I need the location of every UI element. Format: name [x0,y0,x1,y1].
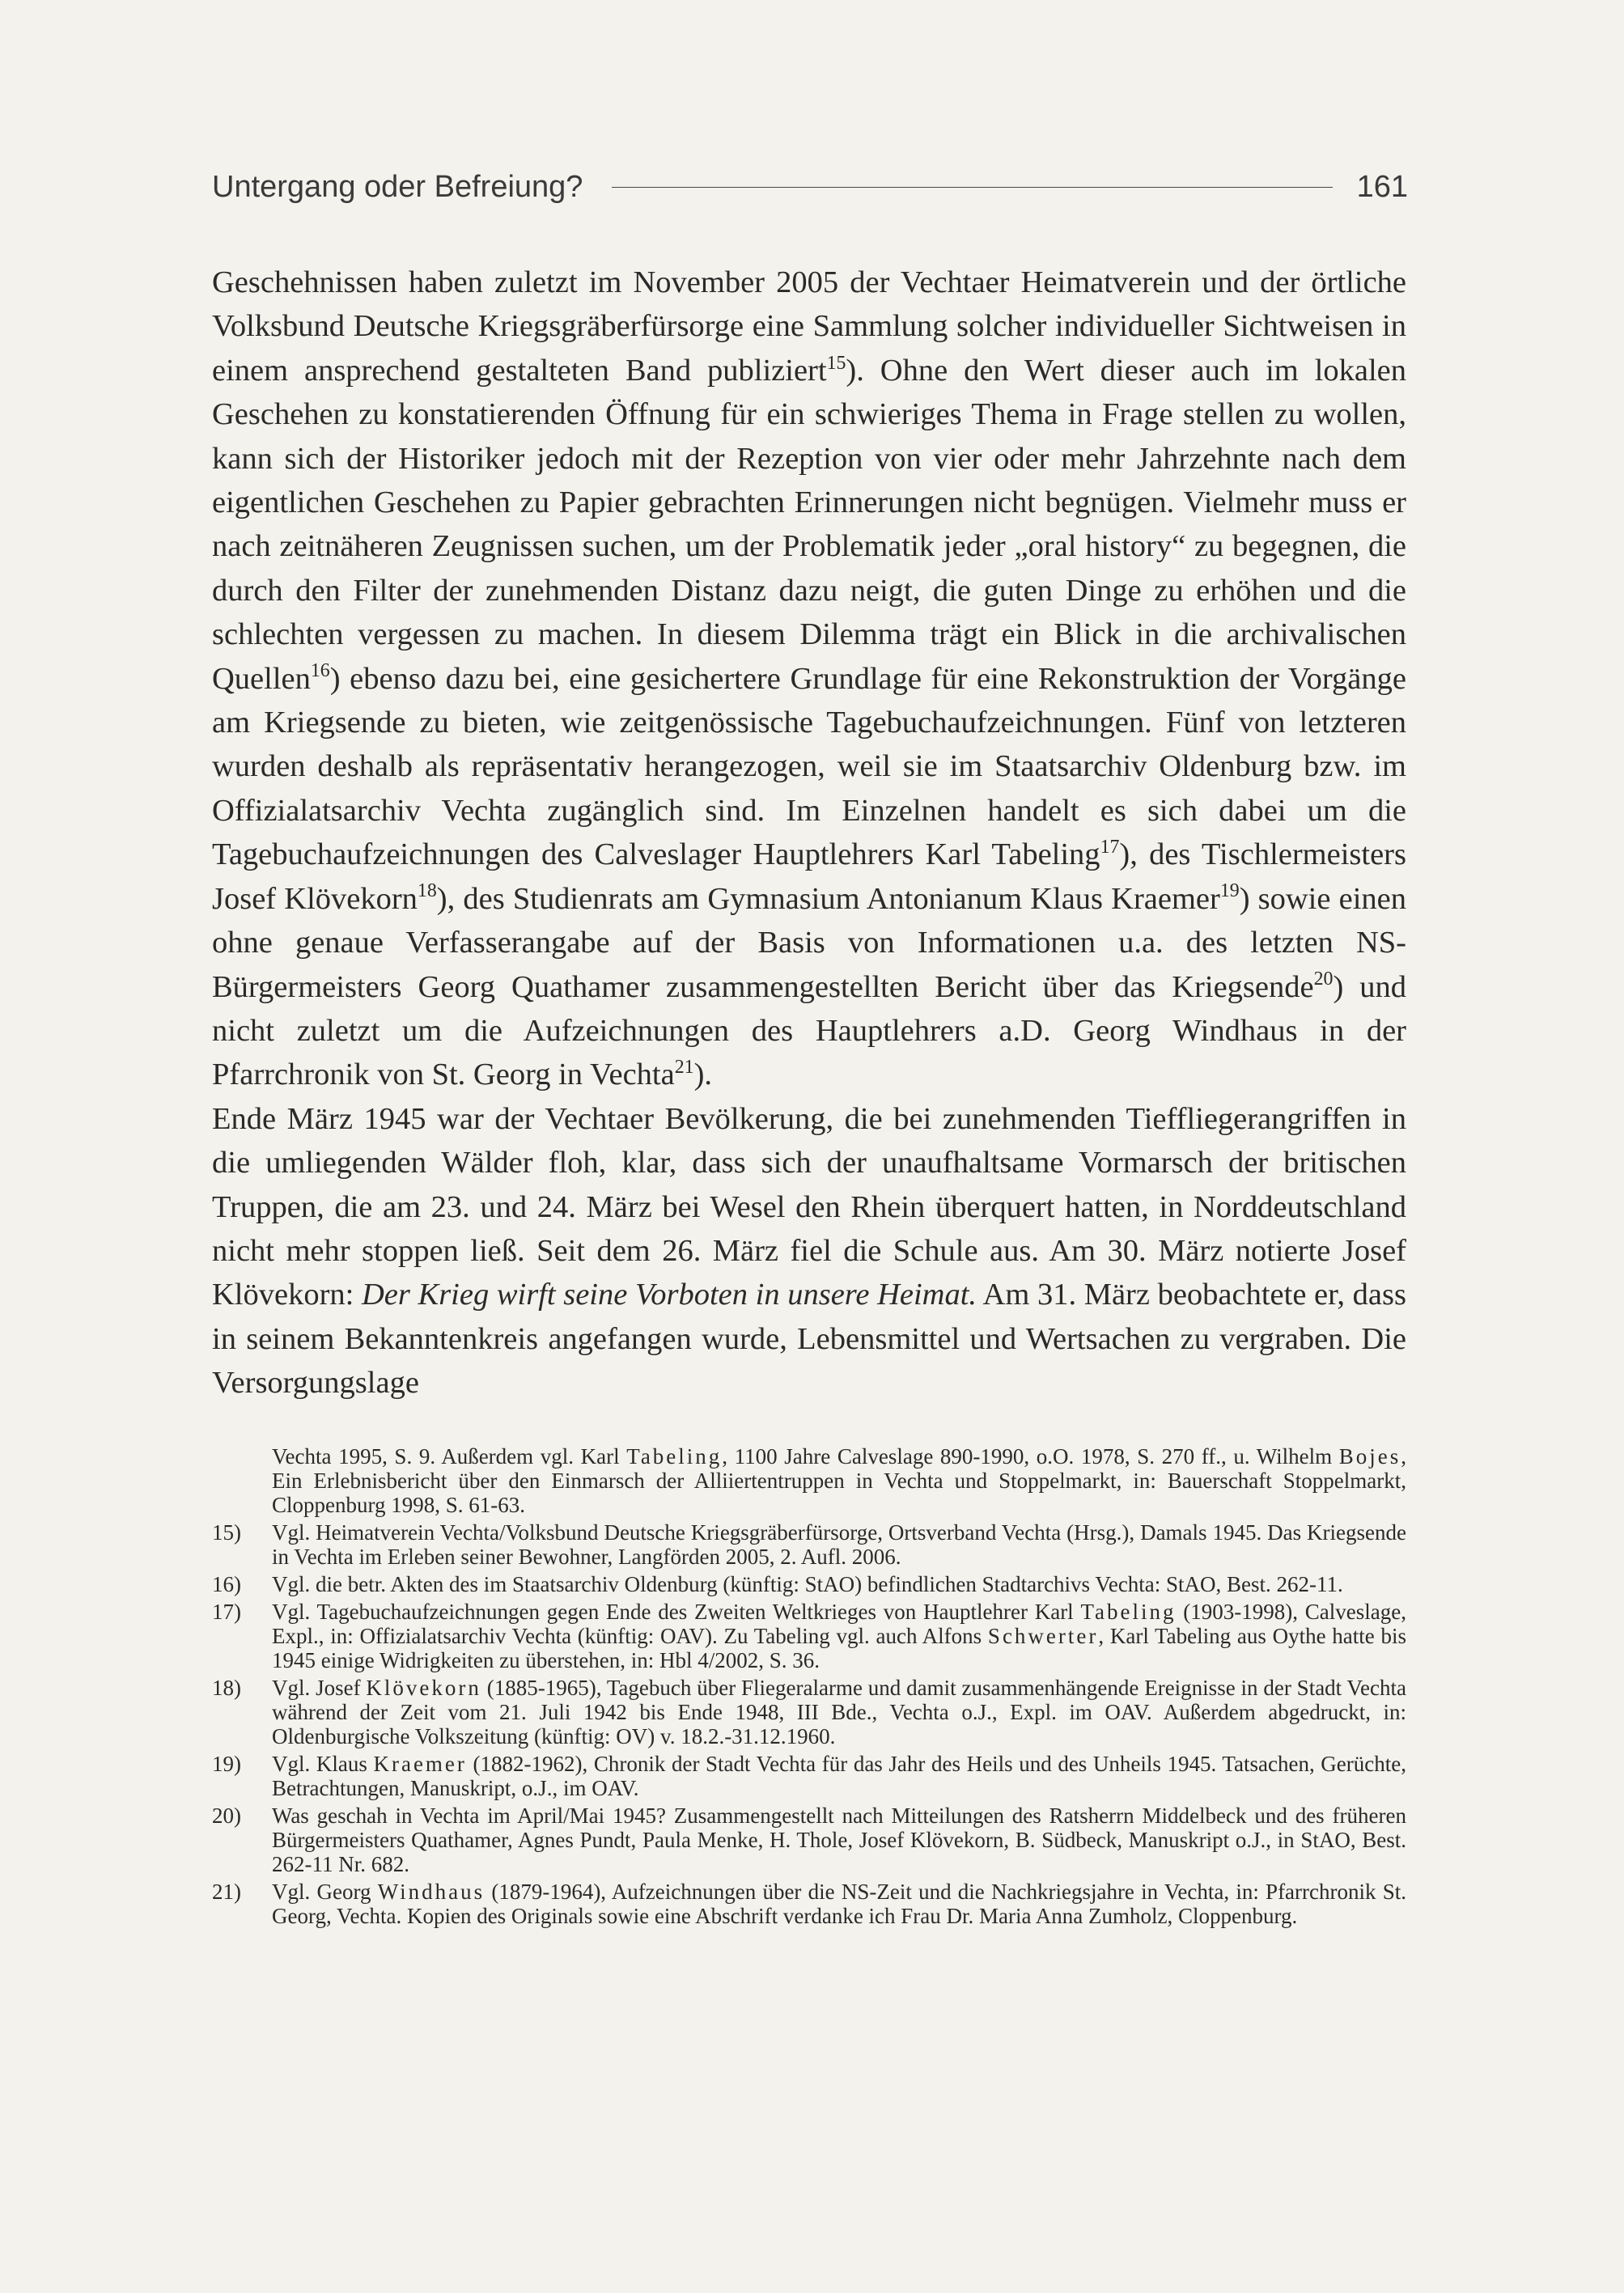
text-run: ) und nicht zuletzt um die Aufzeichnungen des Hauptlehrers a.D. Georg Windhaus in der Pfarrchronik von St. Georg in Vechta [212,969,1407,1092]
footnote-20 [212,1803,1406,1876]
paragraph [212,261,1406,1097]
text-run: Am 31. März beobachtete er, dass in seinem Bekanntenkreis angefangen wurde, Lebensmittel und Wertsachen zu vergraben. Die Versorgungslage [212,1278,1406,1401]
footnote-text [272,1880,1406,1928]
author-name: Tabeling [626,1444,723,1469]
text-run: Ende März 1945 war der Vechtaer Bevölkerung, die bei zunehmenden Tieffliegerangriffen in die umliegenden Wälder floh, klar, dass sich der unaufhaltsame Vormarsch der britischen Truppen, die am 23. und 24. März bei Wesel den Rhein überquert hatten, in Norddeutschland nicht mehr stoppen ließ. Seit dem 26. März fiel die Schule aus. Am 30. März notierte Josef Klövekorn: [212,1101,1406,1312]
footnote-ref: 20 [1313,968,1334,990]
header-rule [612,187,1332,188]
footnote-number: 18) [212,1676,241,1700]
text-run: (1885-1965), Tagebuch über Fliegeralarme und damit zusammenhängende Ereignisse in der Stadt Vechta während der Zeit vom 21. Juli 1942 bis Ende 1948, III Bde., Vechta o.J., Expl. im OAV. Außerdem abgedruckt, in: Oldenburgische Volkszeitung (künftig: OV) v. 18.2.-31.12.1960. [272,1676,1406,1748]
running-header [212,167,1408,207]
footnote-text: Was geschah in Vechta im April/Mai 1945? Zusammengestellt nach Mitteilungen des Ratsherrn Middelbeck und des früheren Bürgermeisters Quathamer, Agnes Pundt, Paula Menke, H. Thole, Josef Klövekorn, B. Südbeck, Manuskript o.J., in StAO, Best. 262-11 Nr. 682. [272,1803,1406,1876]
footnote-ref: 15 [826,352,846,374]
paragraph [212,1097,1406,1405]
running-title: Untergang oder Befreiung? [212,169,583,204]
footnote-ref: 17 [1100,836,1120,858]
text-run: Vechta 1995, S. 9. Außerdem vgl. Karl [272,1444,627,1469]
footnote-number: 20) [212,1803,241,1828]
author-name: Tabeling [1080,1600,1177,1624]
text-run: Vgl. Georg [272,1880,378,1904]
text-run: , 1100 Jahre Calveslage 890-1990, o.O. 1978, S. 270 ff., u. Wilhelm [722,1444,1339,1469]
text-run: , Ein Erlebnisbericht über den Einmarsch der Alliiertentruppen in Vechta und Stoppelmarkt, in: Bauerschaft Stoppelmarkt, Cloppenburg 1998, S. 61-63. [272,1444,1406,1517]
text-run: (1879-1964), Aufzeichnungen über die NS-Zeit und die Nachkriegsjahre in Vechta, in: Pfarrchronik St. Georg, Vechta. Kopien des Originals sowie eine Abschrift verdanke ich Frau Dr. Maria Anna Zumholz, Cloppenburg. [272,1880,1406,1928]
text-run: Vgl. Klaus [272,1752,374,1776]
footnote-ref: 18 [417,880,437,902]
text-run: ). [693,1057,713,1092]
text-run: ) ebenso dazu bei, eine gesichertere Grundlage für eine Rekonstruktion der Vorgänge am Kriegsende zu bieten, wie zeitgenössische Tagebuchaufzeichnungen. Fünf von letzteren wurden deshalb als repräsentativ herangezogen, weil sie im Staatsarchiv Oldenburg bzw. im Offizialatsarchiv Vechta zugänglich sind. Im Einzelnen handelt es sich dabei um die Tagebuchaufzeichnungen des Calveslager Hauptlehrers Karl Tabeling [212,661,1406,872]
footnote-17 [212,1600,1406,1672]
footnote-text [272,1676,1406,1748]
author-name: Bojes [1338,1444,1401,1469]
footnote-15 [212,1520,1406,1569]
footnote-continuation [212,1444,1406,1517]
text-run: Vgl. Tagebuchaufzeichnungen gegen Ende des Zweiten Weltkrieges von Hauptlehrer Karl [272,1600,1081,1624]
quote: Der Krieg wirft seine Vorboten in unsere Heimat. [362,1278,977,1312]
text-run: ), des Tischlermeisters Josef Klövekorn [212,837,1406,916]
footnote-ref: 16 [310,660,330,682]
footnote-number: 16) [212,1572,241,1596]
text-run: (1903-1998), Calveslage, Expl., in: Offizialatsarchiv Vechta (künftig: OAV). Zu Tabeling vgl. auch Alfons [272,1600,1406,1648]
text-run: (1882-1962), Chronik der Stadt Vechta für das Jahr des Heils und des Unheils 1945. Tatsachen, Gerüchte, Betrachtungen, Manuskript, o.J., im OAV. [272,1752,1406,1800]
author-name: Klövekorn [366,1676,481,1700]
footnote-number: 17) [212,1600,241,1624]
text-run: Geschehnissen haben zuletzt im November 2005 der Vechtaer Heimatverein und der örtliche Volksbund Deutsche Kriegsgräberfürsorge eine Sammlung solcher individueller Sichtweisen in einem ansprechend gestalteten Band publiziert [212,265,1406,388]
text-run: ), des Studienrats am Gymnasium Antonianum Klaus Kraemer [436,881,1220,916]
main-text [212,261,1406,1405]
author-name: Windhaus [377,1880,486,1904]
text-run: Vgl. Josef [272,1676,367,1700]
footnote-text: Vgl. Heimatverein Vechta/Volksbund Deutsche Kriegsgräberfürsorge, Ortsverband Vechta (Hrsg.), Damals 1945. Das Kriegsende in Vechta im Erleben seiner Bewohner, Langförden 2005, 2. Aufl. 2006. [272,1520,1406,1569]
footnote-18 [212,1676,1406,1748]
text-run: , Karl Tabeling aus Oythe hatte bis 1945 einige Widrigkeiten zu überstehen, in: Hbl 4/2002, S. 36. [272,1624,1406,1672]
footnote-text: Vgl. die betr. Akten des im Staatsarchiv Oldenburg (künftig: StAO) befindlichen Stadtarchivs Vechta: StAO, Best. 262-11. [272,1572,1343,1596]
author-name: Kraemer [373,1752,467,1776]
footnote-number: 19) [212,1752,241,1776]
footnote-19 [212,1752,1406,1800]
footnote-number: 15) [212,1520,241,1545]
footnote-21 [212,1880,1406,1928]
footnote-number: 21) [212,1880,241,1904]
footnote-text [272,1752,1406,1800]
page-number: 161 [1356,169,1408,204]
footnote-16 [212,1572,1406,1596]
author-name: Schwerter [987,1624,1099,1648]
text-run: ) sowie einen ohne genaue Verfasserangabe auf der Basis von Informationen u.a. des letzten NS-Bürgermeisters Georg Quathamer zusammengestellten Bericht über das Kriegsende [212,881,1406,1004]
footnote-ref: 21 [674,1057,694,1078]
footnotes [212,1444,1406,1931]
footnote-ref: 19 [1219,880,1240,902]
footnote-text [272,1600,1406,1672]
text-run: ). Ohne den Wert dieser auch im lokalen Geschehen zu konstatierenden Öffnung für ein schwieriges Thema in Frage stellen zu wollen, kann sich der Historiker jedoch mit der Rezeption von vier oder mehr Jahrzehnte nach dem eigentlichen Geschehen zu Papier gebrachten Erinnerungen nicht begnügen. Vielmehr muss er nach zeitnäheren Zeugnissen suchen, um der Problematik jeder „oral history“ zu begegnen, die durch den Filter der zunehmenden Distanz dazu neigt, die guten Dinge zu erhöhen und die schlechten vergessen zu machen. In diesem Dilemma trägt ein Blick in die archivalischen Quellen [212,353,1406,696]
